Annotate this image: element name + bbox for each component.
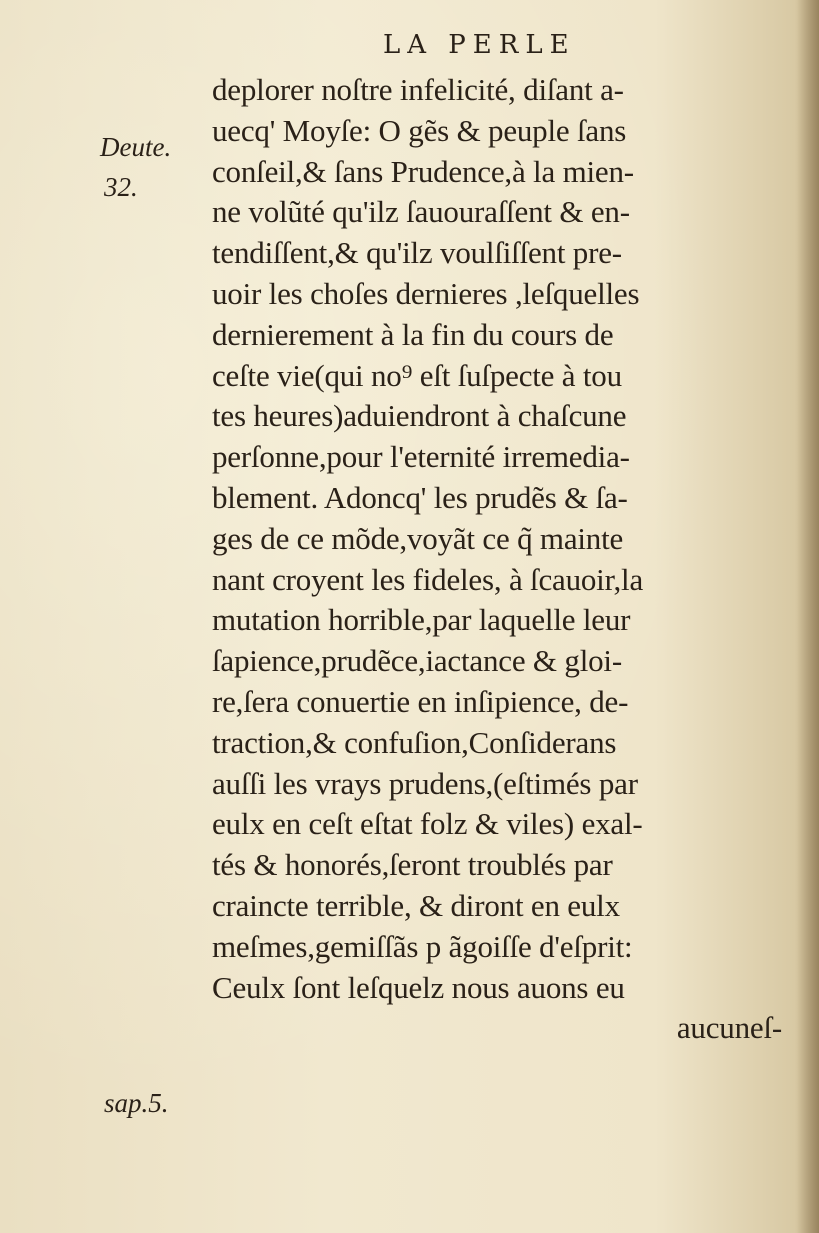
- text-line: ges de ce mõde,voyãt ce q̃ mainte: [212, 520, 624, 556]
- text-line: ne volũté qu'ilz ſauouraſſent & en-: [212, 194, 630, 230]
- text-line: mutation horrible,par laquelle leur: [212, 602, 631, 638]
- text-line: deplorer noſtre infelicité, diſant a-: [212, 72, 624, 107]
- margin-note-32: 32.: [104, 172, 138, 202]
- text-line: uoir les choſes dernieres ,leſquelles: [212, 275, 640, 311]
- text-line: conſeil,& ſans Prudence,à la mien-: [212, 153, 634, 189]
- text-line: perſonne,pour l'eternité irremedia-: [212, 439, 630, 475]
- text-line: dernierement à la fin du cours de: [212, 316, 614, 352]
- text-line: Ceulx ſont leſquelz nous auons eu: [212, 969, 625, 1005]
- text-line: nant croyent les fideles, à ſcauoir,la: [212, 561, 644, 597]
- text-line: ceſte vie(qui no⁹ eſt ſuſpecte à tou: [212, 357, 622, 393]
- text-line: ſapience,prudẽce,iactance & gloi-: [212, 643, 622, 679]
- text-line: tendiſſent,& qu'ilz voulſiſſent pre-: [212, 235, 622, 271]
- running-title: LA PERLE: [383, 30, 576, 60]
- margin-note-deute: Deute.: [100, 132, 172, 162]
- page-edge-shadow: [797, 0, 819, 1233]
- margin-note-sap5: sap.5.: [104, 1088, 169, 1118]
- text-line: eulx en ceſt eſtat folz & viles) exal-: [212, 806, 643, 842]
- text-line: blement. Adoncq' les prudẽs & ſa-: [212, 479, 628, 515]
- text-line: meſmes,gemiſſãs p ãgoiſſe d'eſprit:: [212, 928, 633, 964]
- text-line: auſſi les vrays prudens,(eſtimés par: [212, 765, 638, 801]
- text-line: tes heures)aduiendront à chaſcune: [212, 398, 627, 434]
- text-line: craincte terrible, & diront en eulx: [212, 887, 620, 923]
- text-line: re,ſera conuertie en inſipience, de-: [212, 683, 629, 719]
- text-line: uecq' Moyſe: O gẽs & peuple ſans: [212, 112, 627, 148]
- text-line: tés & honorés,ſeront troublés par: [212, 847, 613, 883]
- body-text: [212, 70, 792, 1049]
- catchword: aucuneſ-: [676, 1010, 782, 1046]
- text-line: traction,& confuſion,Conſiderans: [212, 724, 617, 760]
